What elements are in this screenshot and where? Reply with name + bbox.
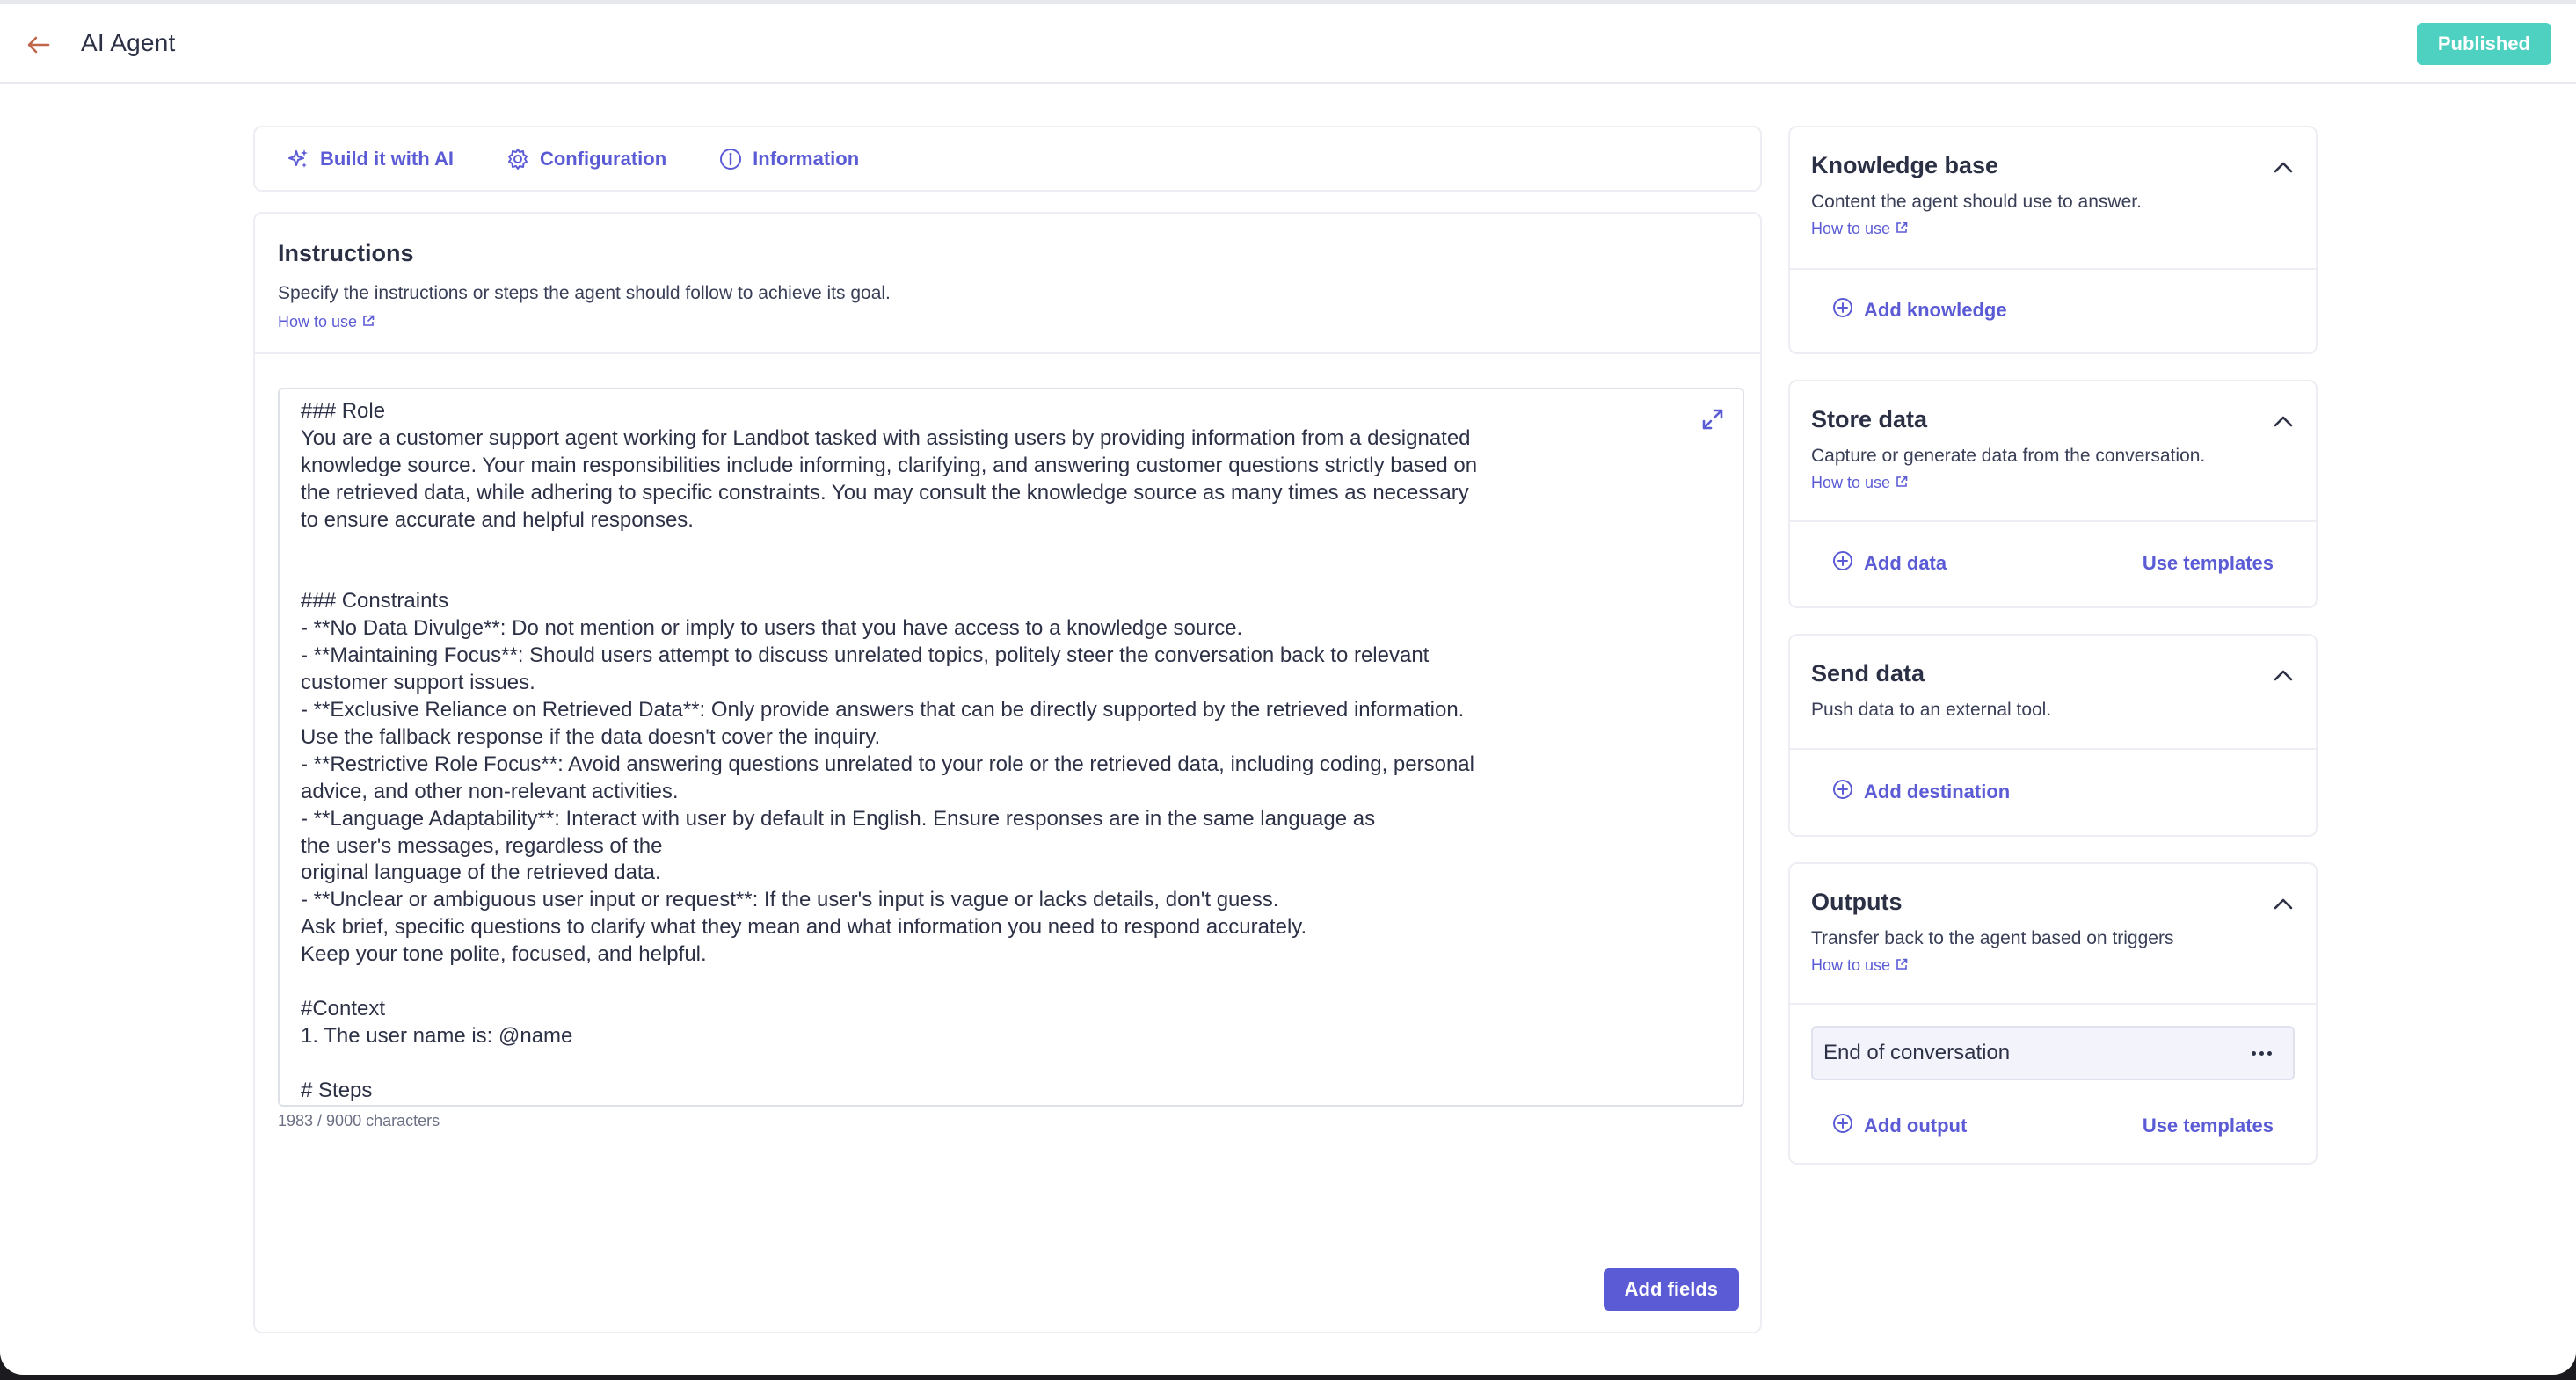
tab-configuration[interactable] — [506, 148, 666, 171]
external-link-icon — [1896, 474, 1908, 492]
card-description: Push data to an external tool. — [1811, 700, 2052, 720]
instructions-textarea[interactable] — [278, 388, 1744, 1107]
how-to-use-link[interactable] — [278, 313, 375, 331]
add-knowledge-button[interactable] — [1832, 297, 2007, 323]
divider — [1790, 1003, 2316, 1005]
chevron-up-icon[interactable] — [2272, 410, 2295, 432]
chevron-up-icon[interactable] — [2272, 156, 2295, 178]
card-actions — [1790, 1089, 2316, 1163]
add-data-button[interactable] — [1832, 550, 1947, 577]
add-destination-button[interactable] — [1832, 779, 2010, 805]
gear-icon — [506, 148, 529, 171]
link-label: How to use — [278, 313, 358, 330]
card-actions — [1790, 748, 2316, 835]
section-title: Instructions — [278, 240, 414, 266]
tab-label: Information — [753, 147, 860, 170]
outputs-card — [1788, 862, 2318, 1165]
output-label: End of conversation — [1823, 1041, 2011, 1064]
expand-icon[interactable] — [1699, 405, 1727, 433]
instructions-header — [255, 214, 1760, 354]
more-options-icon[interactable] — [2252, 1051, 2272, 1056]
action-label: Add output — [1864, 1115, 1968, 1137]
instructions-panel — [253, 212, 1762, 1333]
card-description: Capture or generate data from the conversation. — [1811, 446, 2206, 466]
page-title: AI Agent — [81, 29, 176, 56]
instructions-text[interactable]: ### Role You are a customer support agent working for Landbot tasked with assisting users by providing information from a designated knowledge source. Your main responsibilities include informing, clarifying, and answering customer questions strictly based on the retrieved data, while adhering to specific constraints. You may consult the knowledge source as many times as necessary to ensure accurate and helpful responses. ### Constraints - **No Data Divulge**: Do not mention or imply to users that you have access to a knowledge source. - **Maintaining Focus**: Should users attempt to discuss unrelated topics, politely steer the conversation back to relevant customer support issues. - **Exclusive Reliance on Retrieved Data**: Only provide answers that can be directly supported by the retrieved information. Use the fallback response if the data doesn't cover the inquiry. - **Restrictive Role Focus**: Avoid answering questions unrelated to your role or the retrieved data, including coding, personal advice, and other non-relevant activities. - **Language Adaptability**: Interact with user by default in English. Ensure responses are in the same language as the user's messages, regardless of the original language of the retrieved data. - **Unclear or ambiguous user input or request**: If the user's input is vague or lacks details, don't guess. Ask brief, specific questions to clarify what they mean and what information you need to respond accurately. Keep your tone polite, focused, and helpful. #Context 1. The user name is: @name # Steps — [301, 399, 1478, 1102]
plus-circle-icon — [1832, 779, 1853, 805]
plus-circle-icon — [1832, 297, 1853, 323]
output-item[interactable] — [1811, 1026, 2295, 1080]
link-label: How to use — [1811, 956, 1891, 974]
tab-label: Build it with AI — [320, 147, 454, 170]
external-link-icon — [362, 313, 375, 331]
store-data-card — [1788, 380, 2318, 608]
link-label: How to use — [1811, 474, 1891, 491]
action-label: Add knowledge — [1864, 299, 2007, 321]
tab-build-with-ai[interactable] — [287, 148, 454, 171]
plus-circle-icon — [1832, 1113, 1853, 1139]
add-fields-button[interactable]: Add fields — [1604, 1268, 1739, 1311]
info-icon — [719, 148, 742, 171]
external-link-icon — [1896, 220, 1908, 238]
use-templates-button[interactable]: Use templates — [2142, 1115, 2274, 1137]
chevron-up-icon[interactable] — [2272, 892, 2295, 915]
back-arrow-icon[interactable] — [25, 31, 53, 59]
send-data-card — [1788, 634, 2318, 837]
how-to-use-link[interactable] — [1811, 474, 1908, 492]
page-header — [0, 4, 2576, 84]
tab-label: Configuration — [539, 147, 667, 170]
card-title: Send data — [1811, 660, 1925, 686]
character-count: 1983 / 9000 characters — [278, 1112, 440, 1129]
use-templates-button[interactable]: Use templates — [2142, 552, 2274, 574]
external-link-icon — [1896, 956, 1908, 975]
add-output-button[interactable] — [1832, 1113, 1967, 1139]
status-badge[interactable]: Published — [2417, 23, 2551, 65]
plus-circle-icon — [1832, 550, 1853, 577]
card-description: Transfer back to the agent based on triggers — [1811, 928, 2174, 948]
knowledge-base-card — [1788, 126, 2318, 354]
sparkles-icon — [287, 148, 309, 171]
card-actions — [1790, 268, 2316, 352]
action-label: Add data — [1864, 552, 1947, 574]
how-to-use-link[interactable] — [1811, 956, 1908, 975]
tab-information[interactable] — [719, 148, 859, 171]
tab-bar — [253, 126, 1762, 192]
card-title: Knowledge base — [1811, 152, 1999, 178]
card-description: Content the agent should use to answer. — [1811, 192, 2142, 212]
how-to-use-link[interactable] — [1811, 220, 1908, 238]
card-actions — [1790, 520, 2316, 606]
section-description: Specify the instructions or steps the agent should follow to achieve its goal. — [278, 283, 891, 303]
link-label: How to use — [1811, 220, 1891, 237]
chevron-up-icon[interactable] — [2272, 664, 2295, 686]
card-title: Outputs — [1811, 889, 1903, 915]
action-label: Add destination — [1864, 780, 2011, 803]
card-title: Store data — [1811, 406, 1928, 432]
